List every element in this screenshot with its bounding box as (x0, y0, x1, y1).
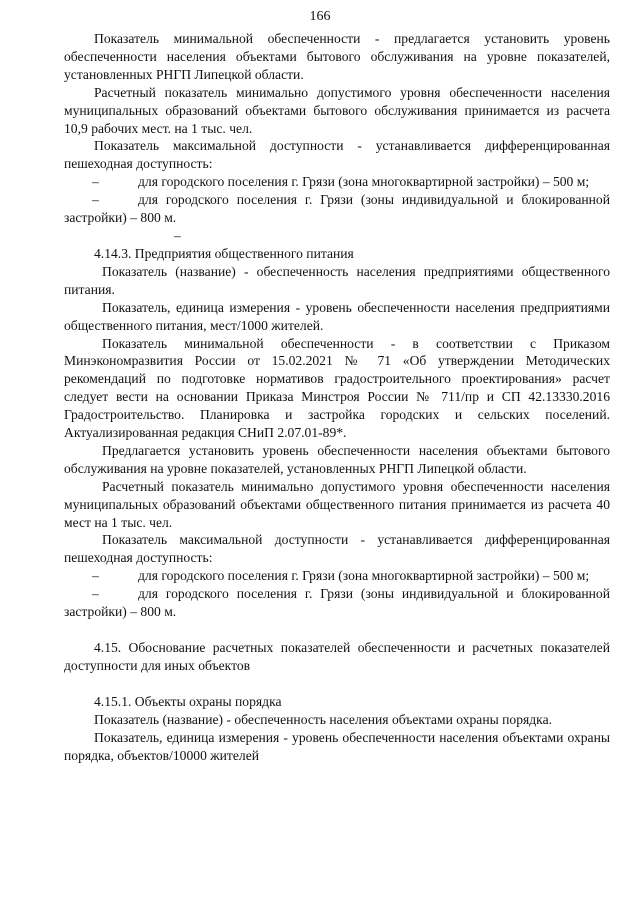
list-item-text: для городского поселения г. Грязи (зоны индивидуальной и блокированной застройки) – 800 м. (64, 192, 610, 226)
section-heading: 4.14.3. Предприятия общественного питания (94, 245, 354, 261)
paragraph: Предлагается установить уровень обеспеченности населения объектами бытового обслуживания на уровне показателей, установленных РНГП Липецкой области. (64, 442, 610, 476)
spacer (64, 675, 610, 693)
spacer (64, 621, 610, 639)
document-body (64, 30, 610, 764)
page-number: 166 (309, 9, 331, 24)
dash-marker: – (92, 586, 99, 602)
paragraph: Показатель (название) - обеспеченность населения объектами охраны порядка. (94, 711, 552, 727)
list-item-text: для городского поселения г. Грязи (зона многоквартирной застройки) – 500 м; (138, 568, 590, 584)
dash-marker: – (92, 568, 99, 584)
paragraph: Показатель, единица измерения - уровень обеспеченности населения объектами охраны порядка, объектов/10000 жителей (64, 729, 610, 763)
list-item (64, 585, 610, 621)
paragraph: Показатель (название) - обеспеченность населения предприятиями общественного питания. (64, 263, 610, 297)
stray-dash: – (174, 227, 181, 243)
list-item (64, 191, 610, 227)
dash-marker: – (92, 192, 99, 208)
paragraph: Показатель максимальной доступности - устанавливается дифференцированная пешеходная доступность: (64, 138, 610, 172)
paragraph: Показатель максимальной доступности - устанавливается дифференцированная пешеходная доступность: (64, 532, 610, 566)
paragraph: Показатель, единица измерения - уровень обеспеченности населения предприятиями общественного питания, мест/1000 жителей. (64, 299, 610, 333)
dash-marker: – (92, 174, 99, 190)
section-heading: 4.15. Обоснование расчетных показателей обеспеченности и расчетных показателей доступности для иных объектов (64, 640, 610, 673)
paragraph: Показатель минимальной обеспеченности - предлагается установить уровень обеспеченности населения объектами бытового обслуживания на уровне показателей, установленных РНГП Липецкой области. (64, 31, 610, 82)
paragraph: Расчетный показатель минимально допустимого уровня обеспеченности населения муниципальных образований объектами общественного питания принимается из расчета 40 мест на 1 тыс. чел. (64, 478, 610, 530)
paragraph: Расчетный показатель минимально допустимого уровня обеспеченности населения муниципальных образований объектами бытового обслуживания принимается из расчета 10,9 рабочих мест. на 1 тыс. чел. (64, 84, 610, 136)
list-item (64, 173, 610, 191)
list-item-text: для городского поселения г. Грязи (зоны индивидуальной и блокированной застройки) – 800 м. (64, 586, 610, 620)
paragraph: Показатель минимальной обеспеченности - в соответствии с Приказом Минэкономразвития России от 15.02.2021 № 71 «Об утверждении Методических рекомендаций по подготовке нормативов градостроительного проектирования» расчет следует вести на основании Приказа Минстроя России № 711/пр и СП 42.13330.2016 Градостроительство. Планировка и застройка городских и сельских поселений. Актуализированная редакция СНиП 2.07.01-89*. (64, 335, 610, 441)
section-heading: 4.15.1. Объекты охраны порядка (94, 693, 282, 709)
list-item (64, 567, 610, 585)
list-item-text: для городского поселения г. Грязи (зона многоквартирной застройки) – 500 м; (138, 174, 590, 190)
